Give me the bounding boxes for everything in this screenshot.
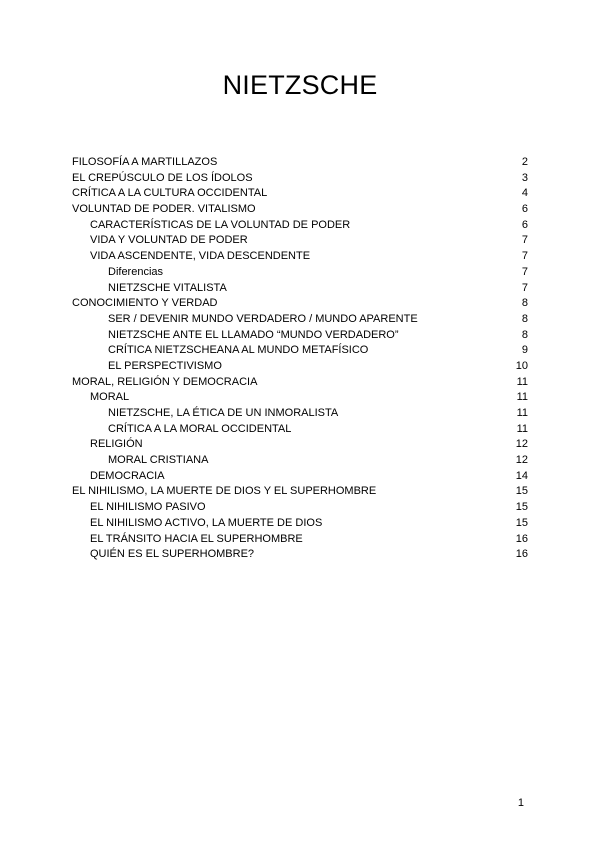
toc-entry-title: NIETZSCHE VITALISTA (108, 281, 227, 294)
toc-entry[interactable] (72, 265, 528, 281)
toc-entry-page: 7 (521, 234, 528, 247)
toc-entry-title: Diferencias (108, 265, 164, 278)
toc-entry-title: MORAL, RELIGIÓN Y DEMOCRACIA (72, 375, 258, 388)
toc-entry-page: 16 (515, 548, 528, 561)
toc-entry-page: 8 (521, 312, 528, 325)
toc-entry-page: 3 (521, 171, 528, 184)
toc-entry[interactable] (72, 312, 528, 328)
toc-entry-page: 9 (521, 344, 528, 357)
toc-entry[interactable] (72, 547, 528, 563)
toc-entry-title: CONOCIMIENTO Y VERDAD (72, 297, 218, 310)
toc-entry-page: 15 (515, 485, 528, 498)
toc-entry[interactable] (72, 233, 528, 249)
toc-entry[interactable] (72, 422, 528, 438)
toc-entry-page: 4 (521, 187, 528, 200)
page-number: 1 (517, 797, 524, 809)
toc-entry-title: VIDA Y VOLUNTAD DE PODER (90, 234, 248, 247)
toc-entry-page: 15 (515, 501, 528, 514)
toc-entry[interactable] (72, 532, 528, 548)
toc-entry-page: 16 (515, 532, 528, 545)
toc-entry-page: 7 (521, 250, 528, 263)
toc-entry[interactable] (72, 390, 528, 406)
toc-entry[interactable] (72, 406, 528, 422)
toc-entry[interactable] (72, 218, 528, 234)
toc-entry-title: EL PERSPECTIVISMO (108, 359, 222, 372)
toc-entry-page: 7 (521, 265, 528, 278)
toc-entry[interactable] (72, 453, 528, 469)
toc-entry-title: NIETZSCHE, LA ÉTICA DE UN INMORALISTA (108, 407, 339, 419)
toc-entry-title: RELIGIÓN (90, 438, 143, 451)
toc-entry-title: EL NIHILISMO PASIVO (90, 501, 206, 514)
toc-entry-page: 6 (521, 203, 528, 216)
toc-entry-page: 14 (515, 469, 528, 482)
toc-entry-title: CRÍTICA A LA CULTURA OCCIDENTAL (72, 187, 268, 200)
toc-entry-title: SER / DEVENIR MUNDO VERDADERO / MUNDO APARENTE (108, 312, 418, 325)
toc-entry-title: QUIÉN ES EL SUPERHOMBRE? (90, 548, 255, 561)
toc-entry[interactable] (72, 469, 528, 485)
toc-entry-page: 11 (516, 422, 528, 435)
toc-entry-title: EL NIHILISMO ACTIVO, LA MUERTE DE DIOS (90, 516, 323, 529)
toc-entry-title: CRÍTICA NIETZSCHEANA AL MUNDO METAFÍSICO (108, 344, 369, 357)
toc-entry[interactable] (72, 500, 528, 516)
toc-entry[interactable] (72, 437, 528, 453)
toc-entry-page: 12 (515, 454, 528, 467)
toc-entry[interactable] (72, 186, 528, 202)
toc-entry-page: 15 (515, 516, 528, 529)
toc-entry-title: EL NIHILISMO, LA MUERTE DE DIOS Y EL SUPERHOMBRE (72, 485, 377, 498)
toc-entry[interactable] (72, 171, 528, 187)
table-of-contents (72, 155, 528, 563)
toc-entry-page: 8 (521, 297, 528, 310)
toc-entry-page: 12 (515, 438, 528, 451)
toc-entry[interactable] (72, 155, 528, 171)
toc-entry-page: 11 (516, 375, 528, 388)
toc-entry[interactable] (72, 249, 528, 265)
toc-entry-title: DEMOCRACIA (90, 469, 165, 482)
toc-entry-title: NIETZSCHE ANTE EL LLAMADO “MUNDO VERDADERO” (108, 328, 399, 341)
toc-entry-title: CARACTERÍSTICAS DE LA VOLUNTAD DE PODER (90, 218, 351, 231)
toc-entry-title: MORAL CRISTIANA (108, 454, 209, 467)
toc-entry-page: 11 (516, 407, 528, 419)
toc-entry-title: EL TRÁNSITO HACIA EL SUPERHOMBRE (90, 532, 303, 545)
toc-entry-page: 7 (521, 281, 528, 294)
toc-entry[interactable] (72, 202, 528, 218)
toc-entry[interactable] (72, 375, 528, 391)
toc-entry-page: 6 (521, 218, 528, 231)
toc-entry[interactable] (72, 484, 528, 500)
toc-entry-title: VIDA ASCENDENTE, VIDA DESCENDENTE (90, 250, 311, 263)
toc-entry-page: 2 (521, 156, 528, 168)
toc-entry[interactable] (72, 343, 528, 359)
toc-entry[interactable] (72, 359, 528, 375)
toc-entry-title: EL CREPÚSCULO DE LOS ÍDOLOS (72, 171, 253, 184)
toc-entry[interactable] (72, 281, 528, 297)
toc-entry-title: VOLUNTAD DE PODER. VITALISMO (72, 203, 256, 216)
page-title: NIETZSCHE (222, 70, 378, 100)
toc-entry-title: FILOSOFÍA A MARTILLAZOS (72, 156, 218, 168)
toc-entry[interactable] (72, 516, 528, 532)
toc-entry-page: 10 (515, 359, 528, 372)
toc-entry[interactable] (72, 328, 528, 344)
toc-entry[interactable] (72, 296, 528, 312)
toc-entry-page: 11 (516, 391, 528, 404)
toc-entry-title: MORAL (90, 391, 130, 404)
toc-entry-page: 8 (521, 328, 528, 341)
toc-entry-title: CRÍTICA A LA MORAL OCCIDENTAL (108, 422, 292, 435)
